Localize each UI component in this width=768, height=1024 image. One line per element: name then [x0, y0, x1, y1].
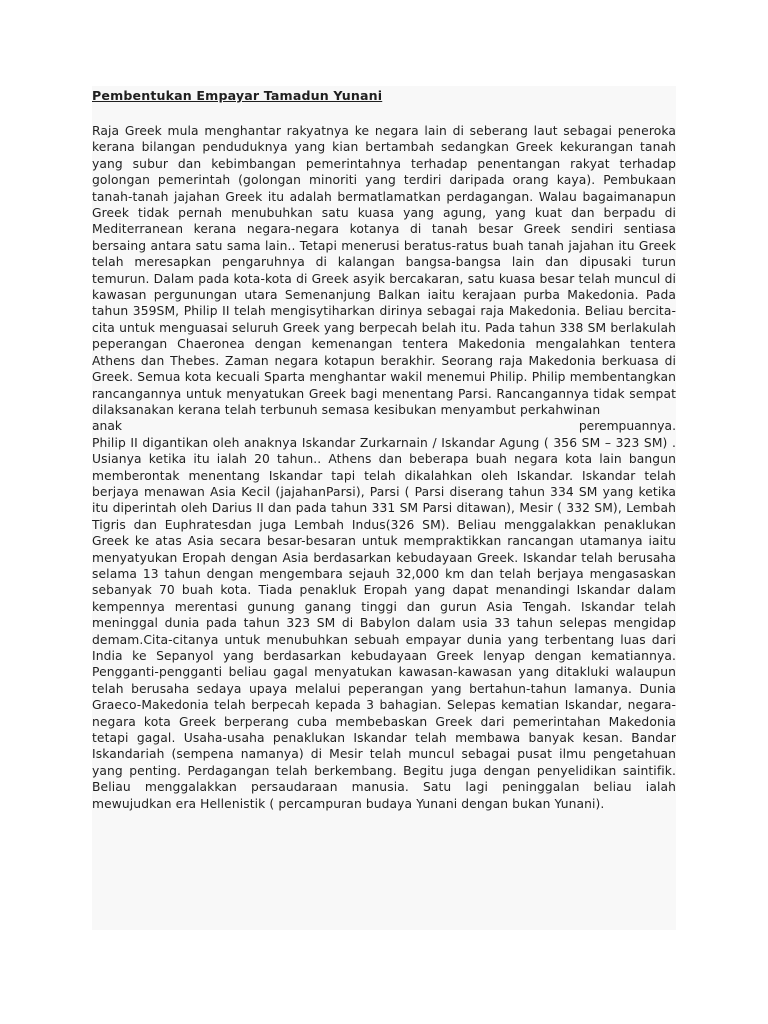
document-title: Pembentukan Empayar Tamadun Yunani [92, 88, 383, 103]
split-line [92, 418, 676, 434]
paragraph-2: Philip II digantikan oleh anaknya Iskandar Zurkarnain / Iskandar Agung ( 356 SM – 323 SM) . Usianya ketika itu ialah 20 tahun.. Athens dan beberapa buah negara kota lain bangun memberontak menentang Iskandar tapi telah dikalahkan oleh Iskandar. Iskandar telah berjaya menawan Asia Kecil (jajahanParsi), Parsi ( Parsi diserang tahun 334 SM yang ketika itu diperintah oleh Darius II dan pada tahun 331 SM Parsi ditawan), Mesir ( 332 SM), Lembah Tigris dan Euphratesdan juga Lembah Indus(326 SM). Beliau menggalakkan penaklukan Greek ke atas Asia secara besar-besaran untuk mempraktikkan rancangan utamanya iaitu menyatyukan Eropah dengan Asia berdasarkan kebudayaan Greek. Iskandar telah berusaha selama 13 tahun dengan mengembara sejauh 32,000 km dan telah berjaya mengasaskan sebanyak 70 buah kota. Tiada penakluk Eropah yang dapat menandingi Iskandar dalam kempennya merentasi gunung ganang tinggi dan gurun Asia Tengah. Iskandar telah meninggal dunia pada tahun 323 SM di Babylon dalam usia 33 tahun selepas mengidap demam.Cita-citanya untuk menubuhkan sebuah empayar dunia yang terbentang luas dari India ke Sepanyol yang berdasarkan kebudayaan Greek lenyap dengan kematiannya. Pengganti-pengganti beliau gagal menyatukan kawasan-kawasan yang ditakluki walaupun telah berusaha sedaya upaya melalui peperangan yang bertahun-tahun lamanya. Dunia Graeco-Makedonia telah berpecah kepada 3 bahagian. Selepas kematian Iskandar, negara-negara kota Greek berperang cuba membebaskan Greek dari pemerintahan Makedonia tetapi gagal. Usaha-usaha penaklukan Iskandar telah membawa banyak kesan. Bandar Iskandariah (sempena namanya) di Mesir telah muncul sebagai pusat ilmu pengetahuan yang penting. Perdagangan telah berkembang. Begitu juga dengan penyelidikan saintifik. Beliau menggalakkan persaudaraan manusia. Satu lagi peninggalan beliau ialah mewujudkan era Hellenistik ( percampuran budaya Yunani dengan bukan Yunani). [92, 435, 676, 811]
paragraph-1: Raja Greek mula menghantar rakyatnya ke negara lain di seberang laut sebagai peneroka kerana bilangan penduduknya yang kian bertambah sedangkan Greek kekurangan tanah yang subur dan kebimbangan pemerintahnya terhadap penentangan rakyat terhadap golongan pemerintah (golongan minoriti yang terdiri daripada orang kaya). Pembukaan tanah-tanah jajahan Greek itu adalah bermatlamatkan perdagangan. Walau bagaimanapun Greek tidak pernah menubuhkan satu kuasa yang agung, yang kuat dan berpadu di Mediterranean kerana negara-negara kotanya di tanah besar Greek sendiri sentiasa bersaing antara satu sama lain.. Tetapi menerusi beratus-ratus buah tanah jajahan itu Greek telah meresapkan pengaruhnya di kalangan bangsa-bangsa lain dan dipusaki turun temurun. Dalam pada kota-kota di Greek asyik bercakaran, satu kuasa besar telah muncul di kawasan pergunungan utara Semenanjung Balkan iaitu kerajaan purba Makedonia. Pada tahun 359SM, Philip II telah mengisytiharkan dirinya sebagai raja Makedonia. Beliau bercita-cita untuk menguasai seluruh Greek yang berpecah belah itu. Pada tahun 338 SM berlakulah peperangan Chaeronea dengan kemenangan tentera Makedonia mengalahkan tentera Athens dan Thebes. Zaman negara kotapun berakhir. Seorang raja Makedonia berkuasa di Greek. Semua kota kecuali Sparta menghantar wakil menemui Philip. Philip membentangkan rancangannya untuk menyatukan Greek bagi menentang Parsi. Rancangannya tidak sempat dilaksanakan kerana telah terbunuh semasa kesibukan menyambut perkahwinan [92, 124, 676, 417]
document-content [92, 88, 676, 812]
document-body [92, 123, 676, 812]
split-line-right: perempuannya. [578, 419, 676, 434]
split-line-left: anak [92, 419, 122, 434]
